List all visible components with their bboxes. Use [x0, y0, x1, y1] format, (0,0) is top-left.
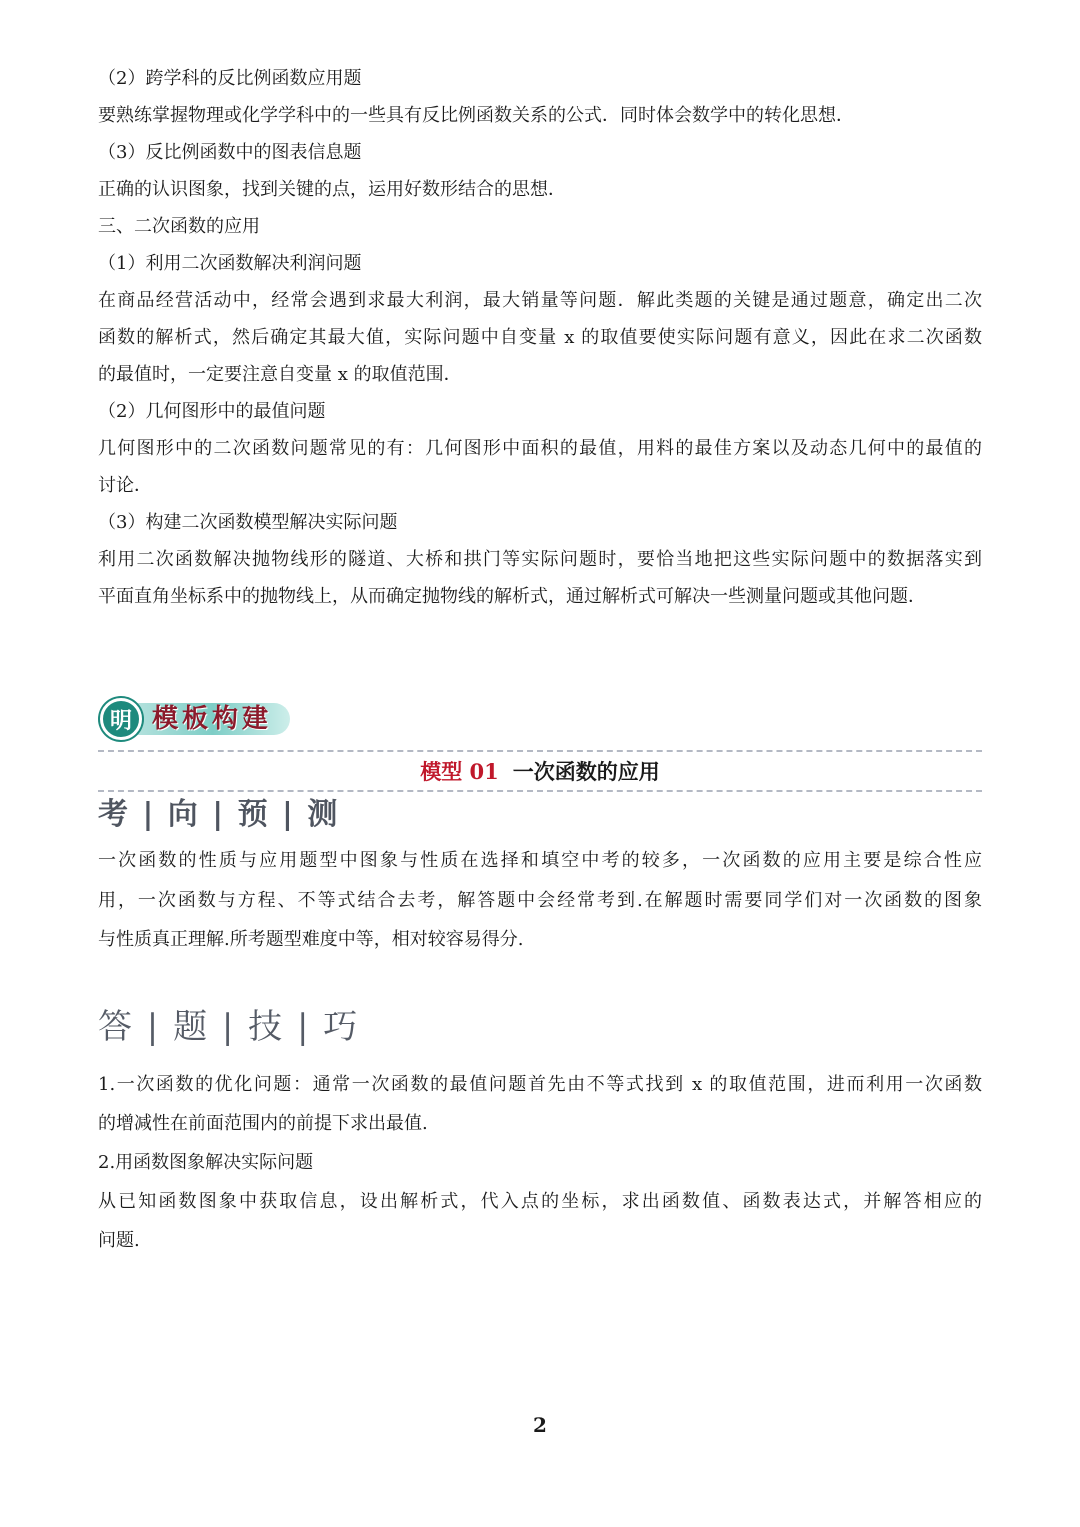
divider-top — [98, 750, 982, 752]
paragraph-line: 函数的解析式，然后确定其最大值，实际问题中自变量 x 的取值要使实际问题有意义，因此在求二次函数 — [98, 327, 982, 348]
paragraph-line: 讨论． — [98, 475, 152, 496]
template-banner — [100, 698, 292, 740]
paragraph-line: 与性质真正理解.所考题型难度中等，相对较容易得分. — [98, 929, 524, 950]
paragraph-line: 的增减性在前面范围内的前提下求出最值. — [98, 1113, 428, 1134]
subsection-title-geometry: （2）几何图形中的最值问题 — [98, 401, 326, 422]
paragraph-cross-discipline: 要熟练掌握物理或化学学科中的一些具有反比例函数关系的公式．同时体会数学中的转化思想． — [98, 105, 854, 126]
page-number: 2 — [533, 1413, 547, 1437]
banner-title: 模板构建 — [152, 704, 273, 734]
subsection-title-profit: （1）利用二次函数解决利润问题 — [98, 253, 362, 274]
paragraph-line: 利用二次函数解决抛物线形的隧道、大桥和拱门等实际问题时，要恰当地把这些实际问题中的数据落实到 — [98, 549, 982, 570]
subsection-title-model: （3）构建二次函数模型解决实际问题 — [98, 512, 398, 533]
divider-bottom — [98, 790, 982, 792]
paragraph-line: 平面直角坐标系中的抛物线上，从而确定抛物线的解析式，通过解析式可解决一些测量问题或其他问题． — [98, 586, 926, 607]
tips-heading: 答 | 题 | 技 | 巧 — [98, 1007, 360, 1047]
section-title-quadratic: 三、二次函数的应用 — [98, 216, 260, 237]
paragraph-line: 的最值时，一定要注意自变量 x 的取值范围． — [98, 364, 462, 385]
subsection-title-cross-discipline: （2）跨学科的反比例函数应用题 — [98, 68, 362, 89]
paragraph-line: 在商品经营活动中，经常会遇到求最大利润，最大销量等问题．解此类题的关键是通过题意，确定出二次 — [98, 290, 982, 311]
model-heading — [98, 758, 982, 786]
paragraph-line: 问题. — [98, 1230, 140, 1251]
paragraph-line: 从已知函数图象中获取信息，设出解析式，代入点的坐标，求出函数值、函数表达式，并解答相应的 — [98, 1191, 982, 1212]
subsection-title-chart-info: （3）反比例函数中的图表信息题 — [98, 142, 362, 163]
model-subtitle: 一次函数的应用 — [512, 759, 660, 784]
forecast-heading: 考 | 向 | 预 | 测 — [98, 797, 340, 832]
paragraph-line: 用，一次函数与方程、不等式结合去考，解答题中会经常考到.在解题时需要同学们对一次函数的图象 — [98, 890, 982, 911]
model-number: 模型 01 — [420, 759, 499, 784]
paragraph-line: 几何图形中的二次函数问题常见的有：几何图形中面积的最值，用料的最佳方案以及动态几何中的最值的 — [98, 438, 982, 459]
tip-title: 2.用函数图象解决实际问题 — [98, 1152, 314, 1173]
paragraph-line: 一次函数的性质与应用题型中图象与性质在选择和填空中考的较多，一次函数的应用主要是综合性应 — [98, 850, 982, 871]
ming-badge-icon: 明 — [100, 698, 142, 740]
paragraph-line: 1.一次函数的优化问题：通常一次函数的最值问题首先由不等式找到 x 的取值范围，进而利用一次函数 — [98, 1074, 982, 1095]
paragraph-chart-info: 正确的认识图象，找到关键的点，运用好数形结合的思想． — [98, 179, 566, 200]
